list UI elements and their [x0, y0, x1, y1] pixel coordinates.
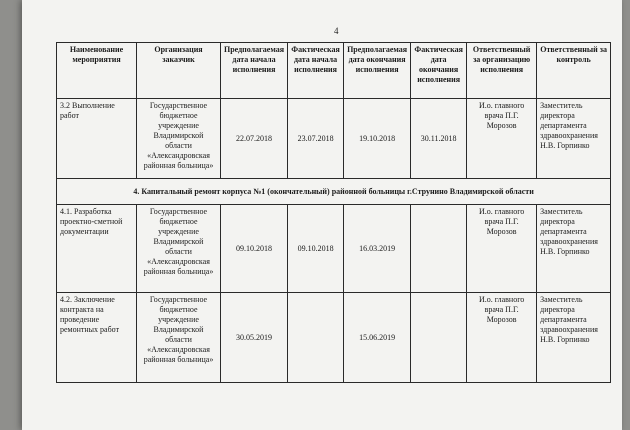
document-page [22, 0, 622, 430]
header-control-responsible: Ответственный за контроль [537, 43, 611, 99]
row-org-responsible: И.о. главного врача П.Г. Морозов [467, 99, 537, 179]
plan-table [56, 42, 611, 383]
row-fact-start: 23.07.2018 [288, 99, 344, 179]
header-plan-end: Предполагаемая дата окончания исполнения [344, 43, 411, 99]
header-fact-start: Фактическая дата начала исполнения [288, 43, 344, 99]
row-customer: Государственное бюджетное учреждение Владимирской области «Александровская районная больница» [137, 205, 221, 293]
row-plan-start: 22.07.2018 [221, 99, 288, 179]
row-org-responsible: И.о. главного врача П.Г. Морозов [467, 293, 537, 383]
header-fact-end: Фактическая дата окончания исполнения [411, 43, 467, 99]
row-control-responsible: Заместитель директора департамента здравоохранения Н.В. Горпинко [537, 205, 611, 293]
header-org-responsible: Ответственный за организацию исполнения [467, 43, 537, 99]
header-customer: Организация заказчик [137, 43, 221, 99]
row-control-responsible: Заместитель директора департамента здравоохранения Н.В. Горпинко [537, 293, 611, 383]
row-name: 4.1. Разработка проектно-сметной документации [57, 205, 137, 293]
header-name: Наименование мероприятия [57, 43, 137, 99]
row-name: 3.2 Выполнение работ [57, 99, 137, 179]
row-org-responsible: И.о. главного врача П.Г. Морозов [467, 205, 537, 293]
row-plan-end: 19.10.2018 [344, 99, 411, 179]
row-plan-end: 16.03.2019 [344, 205, 411, 293]
table-row [57, 293, 611, 383]
row-control-responsible: Заместитель директора департамента здравоохранения Н.В. Горпинко [537, 99, 611, 179]
table-row [57, 205, 611, 293]
page-number: 4 [334, 26, 339, 36]
section-row [57, 179, 611, 205]
row-fact-end: 30.11.2018 [411, 99, 467, 179]
row-customer: Государственное бюджетное учреждение Владимирской области «Александровская районная больница» [137, 99, 221, 179]
row-plan-start: 30.05.2019 [221, 293, 288, 383]
header-plan-start: Предполагаемая дата начала исполнения [221, 43, 288, 99]
row-name: 4.2. Заключение контракта на проведение ремонтных работ [57, 293, 137, 383]
table-row [57, 99, 611, 179]
row-plan-end: 15.06.2019 [344, 293, 411, 383]
row-fact-end [411, 205, 467, 293]
section-title: 4. Капитальный ремонт корпуса №1 (окончательный) районной больницы г.Струнино Владимирской области [57, 179, 611, 205]
row-customer: Государственное бюджетное учреждение Владимирской области «Александровская районная больница» [137, 293, 221, 383]
row-fact-start [288, 293, 344, 383]
header-row [57, 43, 611, 99]
row-fact-start: 09.10.2018 [288, 205, 344, 293]
row-plan-start: 09.10.2018 [221, 205, 288, 293]
row-fact-end [411, 293, 467, 383]
